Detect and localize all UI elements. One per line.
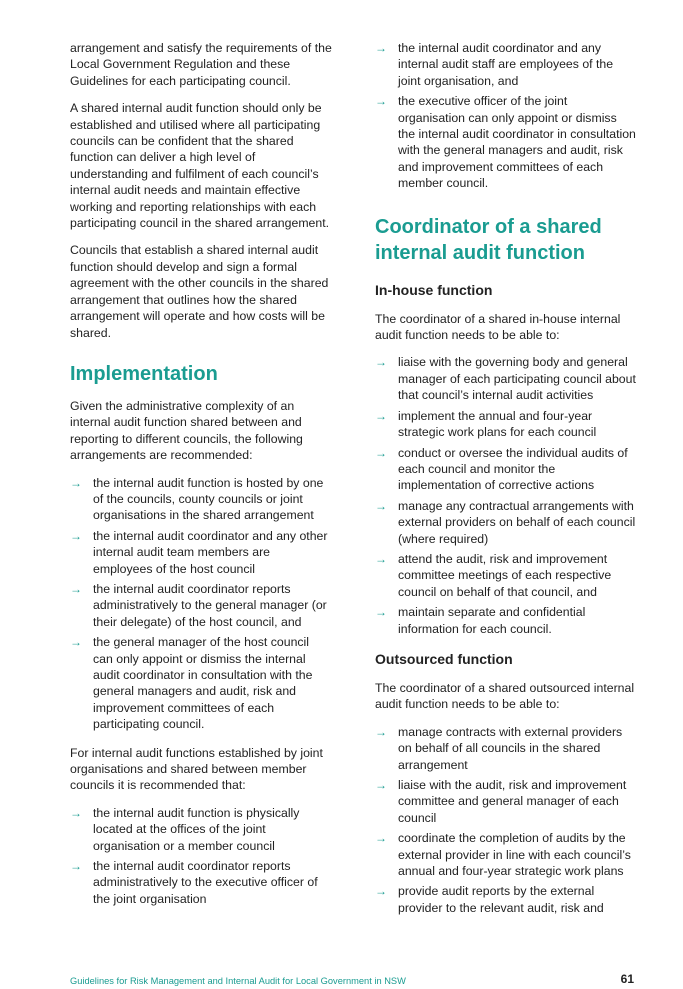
list-item-text: provide audit reports by the external provider to the relevant audit, risk and [398, 884, 604, 915]
subheading-outsourced: Outsourced function [375, 650, 513, 667]
list-item-text: the internal audit coordinator and any internal audit staff are employees of the joint organisation, and [398, 41, 614, 88]
bullet-list [375, 354, 637, 637]
list-item-text: the general manager of the host council can only appoint or dismiss the internal audit coordinator in consultation with the general managers and audit, risk and improvement committees of each participating council. [93, 635, 313, 732]
bullet-list [70, 475, 332, 733]
paragraph: The coordinator of a shared outsourced internal audit function needs to be able to: [375, 680, 635, 712]
list-item-text: liaise with the audit, risk and improvement committee and general manager of each council [398, 778, 627, 825]
list-item-text: the internal audit function is physically located at the offices of the joint organisation or a member council [93, 805, 300, 853]
list-item [70, 581, 332, 630]
paragraph: For internal audit functions established by joint organisations and shared between member councils it is recommended that: [70, 745, 323, 793]
arrow-right-icon: → [375, 41, 387, 55]
arrow-right-icon: → [375, 724, 387, 739]
list-item [375, 354, 637, 403]
list-item-text: the executive officer of the joint organisation can only appoint or dismiss the internal audit coordinator in consultation with the general managers and audit, risk and improvement committees of each member council. [398, 94, 636, 191]
list-item [70, 528, 332, 577]
arrow-right-icon: → [70, 475, 82, 490]
list-item [375, 724, 637, 773]
arrow-right-icon: → [375, 445, 387, 460]
list-item [70, 634, 332, 732]
heading-coordinator: Coordinator of a shared internal audit function [375, 215, 602, 264]
list-item-text: the internal audit coordinator reports administratively to the executive officer of the joint organisation [93, 859, 318, 906]
right-column [375, 40, 637, 928]
arrow-right-icon: → [375, 355, 387, 370]
paragraph: A shared internal audit function should only be established and utilised where all participating councils can be confident that the shared function can deliver a high level of understanding and fulfilment of each council’s internal audit needs and maintain effective working and reporting relationships with each participating council in the shared arrangement. [70, 101, 330, 231]
list-item [375, 93, 637, 191]
list-item-text: maintain separate and confidential information for each council. [398, 605, 586, 636]
list-item [375, 551, 637, 600]
arrow-right-icon: → [375, 831, 387, 846]
arrow-right-icon: → [375, 408, 387, 423]
bullet-list [375, 40, 637, 192]
page-number: 61 [620, 972, 634, 986]
arrow-right-icon: → [70, 581, 82, 596]
arrow-right-icon: → [375, 551, 387, 566]
list-item [375, 40, 637, 89]
list-item [70, 475, 332, 524]
list-item-text: conduct or oversee the individual audits of each council and monitor the implementation of corrective actions [398, 445, 628, 493]
heading-implementation: Implementation [70, 362, 218, 385]
bullet-list [70, 805, 332, 907]
arrow-right-icon: → [70, 805, 82, 820]
list-item [375, 408, 637, 441]
list-item [70, 805, 332, 854]
list-item-text: the internal audit function is hosted by one of the councils, county councils or joint organisations in the shared arrangement [93, 475, 324, 523]
list-item-text: implement the annual and four-year strategic work plans for each council [398, 408, 597, 440]
list-item-text: coordinate the completion of audits by the external provider in line with each council’s annual and four-year strategic work plans [398, 831, 631, 879]
list-item-text: manage any contractual arrangements with external providers on behalf of each council (where required) [398, 498, 636, 546]
arrow-right-icon: → [70, 859, 82, 874]
arrow-right-icon: → [70, 528, 82, 543]
paragraph: Given the administrative complexity of an internal audit function shared between and reporting to different councils, the following arrangements are recommended: [70, 398, 303, 463]
list-item [375, 445, 637, 494]
subheading-inhouse: In-house function [375, 281, 493, 298]
paragraph: arrangement and satisfy the requirements of the Local Government Regulation and these Guidelines for each participating council. [70, 41, 332, 88]
list-item [375, 498, 637, 547]
arrow-right-icon: → [375, 605, 387, 620]
list-item-text: the internal audit coordinator and any other internal audit team members are employees of the host council [93, 528, 328, 576]
footer-title: Guidelines for Risk Management and Internal Audit for Local Government in NSW [70, 976, 406, 986]
list-item [375, 777, 637, 826]
list-item [375, 883, 637, 916]
arrow-right-icon: → [375, 884, 387, 899]
bullet-list [375, 724, 637, 916]
list-item-text: manage contracts with external providers on behalf of all councils in the shared arrangement [398, 724, 623, 772]
list-item [375, 830, 637, 879]
arrow-right-icon: → [375, 778, 387, 792]
list-item-text: liaise with the governing body and general manager of each participating council about that council’s internal audit activities [398, 355, 636, 403]
arrow-right-icon: → [70, 635, 82, 650]
list-item-text: the internal audit coordinator reports administratively to the general manager (or their delegate) of the host council, and [93, 581, 327, 629]
paragraph: The coordinator of a shared in-house internal audit function needs to be able to: [375, 311, 621, 343]
arrow-right-icon: → [375, 94, 387, 109]
list-item [375, 604, 637, 637]
paragraph: Councils that establish a shared internal audit function should develop and sign a formal agreement with the other councils in the shared arrangement that outlines how the shared arrangement will operate and how costs will be shared. [70, 243, 329, 340]
list-item-text: attend the audit, risk and improvement committee meetings of each respective council on behalf of that council, and [398, 551, 612, 599]
list-item [70, 858, 332, 907]
left-column [70, 40, 332, 919]
arrow-right-icon: → [375, 498, 387, 513]
